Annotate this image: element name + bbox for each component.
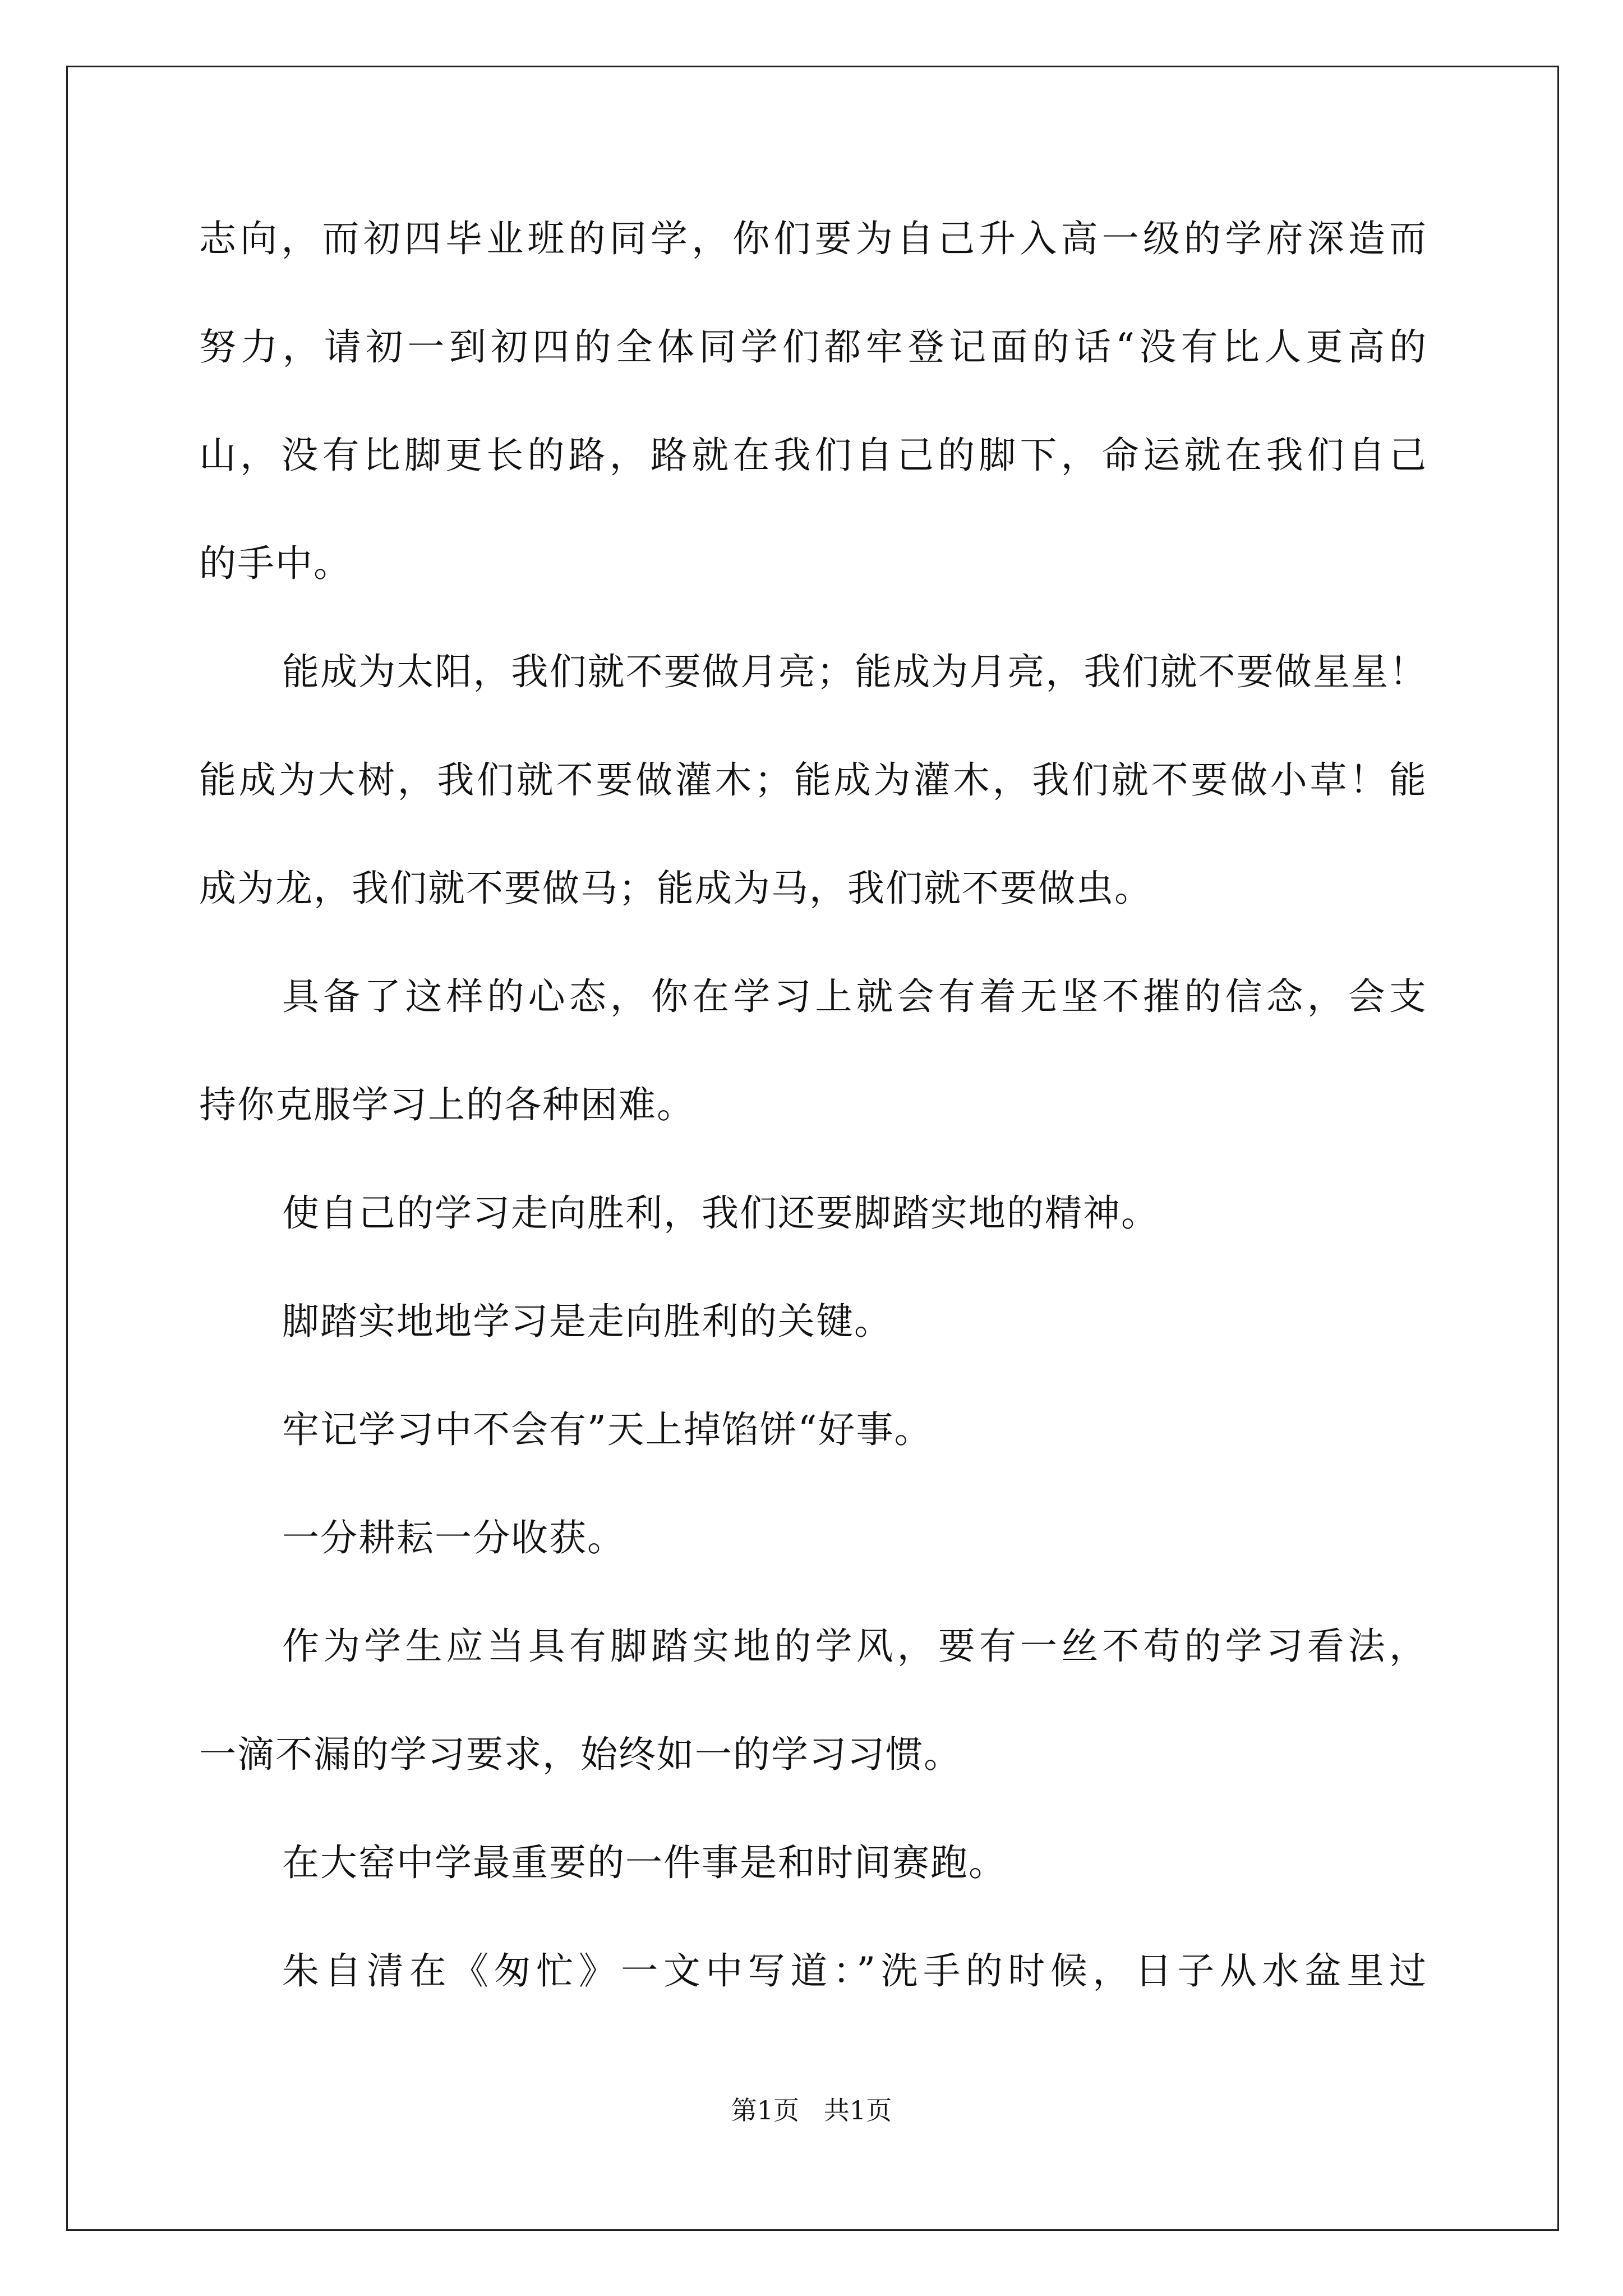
text-line: 在大窑中学最重要的一件事是和时间赛跑。: [282, 1841, 1007, 1884]
text-line: 成为龙，我们就不要做马；能成为马，我们就不要做虫。: [199, 867, 1152, 910]
text-line: 努力，请初一到初四的全体同学们都牢登记面的话“没有比人更高的: [199, 325, 1427, 369]
page-border: [66, 66, 1559, 2231]
text-line: 朱自清在《匆忙》一文中写道：”洗手的时候，日子从水盆里过: [282, 1949, 1427, 1993]
text-line: 牢记学习中不会有”天上掉馅饼“好事。: [282, 1408, 933, 1451]
text-line: 持你克服学习上的各种困难。: [199, 1083, 695, 1126]
text-line: 作为学生应当具有脚踏实地的学风，要有一丝不苟的学习看法，: [282, 1625, 1427, 1668]
text-line: 志向，而初四毕业班的同学，你们要为自己升入高一级的学府深造而: [199, 217, 1427, 260]
text-line: 使自己的学习走向胜利，我们还要脚踏实地的精神。: [282, 1191, 1159, 1235]
text-line: 脚踏实地地学习是走向胜利的关键。: [282, 1300, 892, 1343]
text-line: 能成为大树，我们就不要做灌木；能成为灌木，我们就不要做小草！能: [199, 758, 1427, 802]
text-line: 的手中。: [199, 542, 352, 585]
text-line: 一分耕耘一分收获。: [282, 1516, 625, 1559]
page-number-footer: 第1页 共1页: [731, 2095, 892, 2125]
text-line: 具备了这样的心态，你在学习上就会有着无坚不摧的信念，会支: [282, 975, 1427, 1018]
text-line: 能成为太阳，我们就不要做月亮；能成为月亮，我们就不要做星星！: [282, 650, 1427, 693]
text-line: 山，没有比脚更长的路，路就在我们自己的脚下，命运就在我们自己: [199, 434, 1427, 477]
text-line: 一滴不漏的学习要求，始终如一的学习习惯。: [199, 1733, 962, 1776]
